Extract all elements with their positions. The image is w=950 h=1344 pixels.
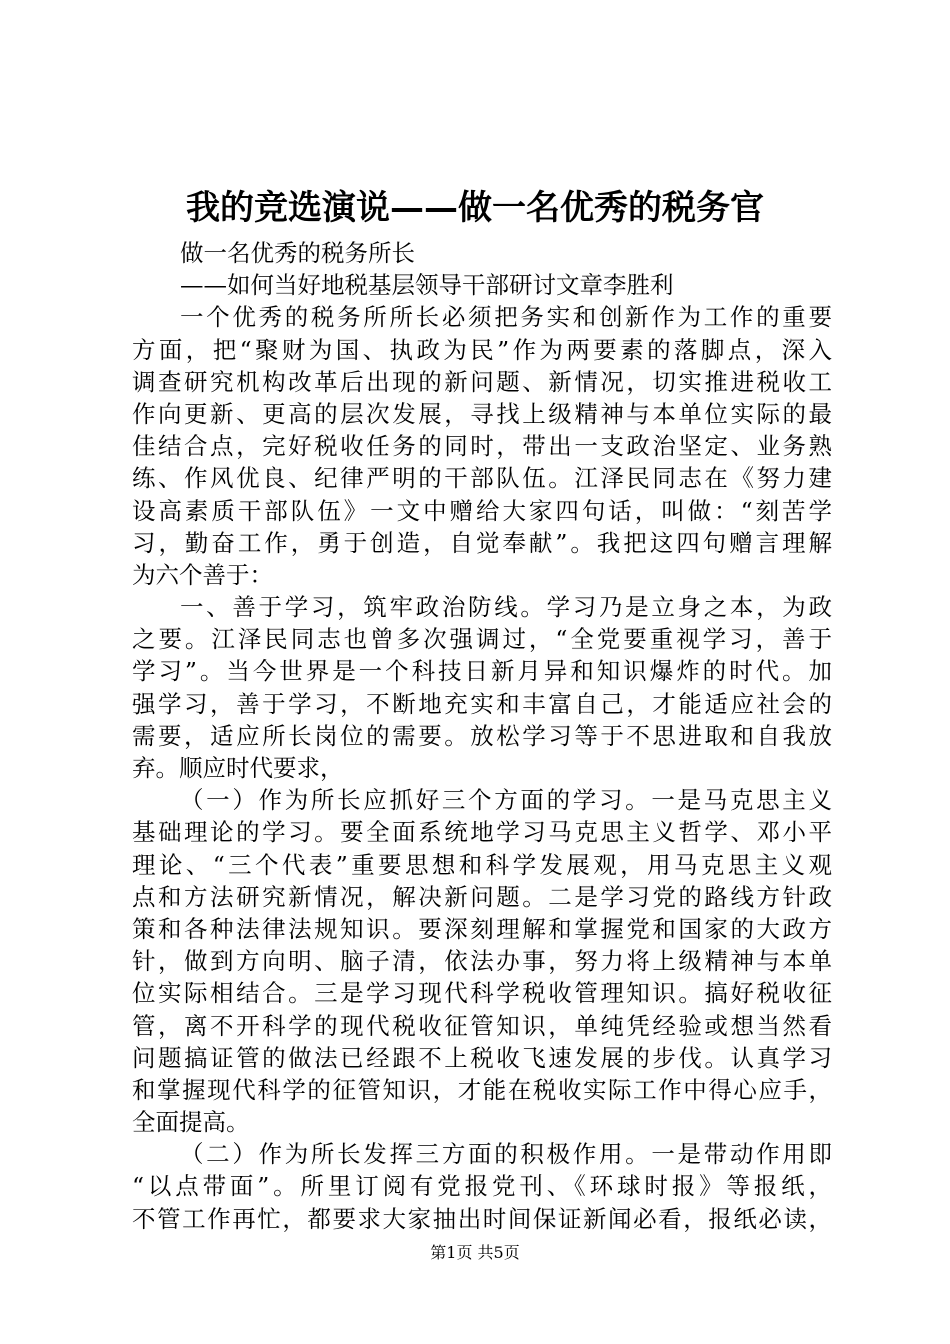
text-line: 和掌握现代科学的征管知识，才能在税收实际工作中得心应手，	[132, 1075, 832, 1104]
text-line: （一）作为所长应抓好三个方面的学习。一是马克思主义	[180, 786, 832, 815]
document-body	[132, 237, 832, 1235]
text-line: 点和方法研究新情况，解决新问题。二是学习党的路线方针政	[132, 882, 832, 911]
text-line: “以点带面”。所里订阅有党报党刊、《环球时报》等报纸，	[132, 1172, 832, 1201]
text-line: 全面提高。	[132, 1108, 250, 1137]
text-line: 设高素质干部队伍》一文中赠给大家四句话，叫做：“刻苦学	[132, 496, 832, 525]
text-line: 强学习，善于学习，不断地充实和丰富自己，才能适应社会的	[132, 689, 832, 718]
text-line: ——如何当好地税基层领导干部研讨文章李胜利	[180, 271, 674, 300]
text-line: 做一名优秀的税务所长	[180, 239, 415, 267]
text-line: 不管工作再忙，都要求大家抽出时间保证新闻必看，报纸必读，	[132, 1204, 832, 1233]
text-line: 需要，适应所长岗位的需要。放松学习等于不思进取和自我放	[132, 721, 832, 750]
text-line: 针，做到方向明、脑子清，依法办事，努力将上级精神与本单	[132, 947, 832, 976]
text-line: 学习”。当今世界是一个科技日新月异和知识爆炸的时代。加	[132, 657, 832, 686]
text-line: 佳结合点，完好税收任务的同时，带出一支政治坚定、业务熟	[132, 432, 832, 461]
text-line: 一个优秀的税务所所长必须把务实和创新作为工作的重要	[180, 303, 832, 332]
text-line: 作向更新、更高的层次发展，寻找上级精神与本单位实际的最	[132, 399, 832, 428]
text-line: 习，勤奋工作，勇于创造，自觉奉献”。我把这四句赠言理解	[132, 528, 832, 557]
text-line: 问题搞证管的做法已经跟不上税收飞速发展的步伐。认真学习	[132, 1043, 832, 1072]
text-line: 练、作风优良、纪律严明的干部队伍。江泽民同志在《努力建	[132, 464, 832, 493]
text-line: 策和各种法律法规知识。要深刻理解和掌握党和国家的大政方	[132, 914, 832, 943]
text-line: 调查研究机构改革后出现的新问题、新情况，切实推进税收工	[132, 367, 832, 396]
document-title: 我的竞选演说——做一名优秀的税务官	[186, 188, 764, 228]
text-line: 管，离不开科学的现代税收征管知识，单纯凭经验或想当然看	[132, 1011, 832, 1040]
text-line: 理论、“三个代表”重要思想和科学发展观，用马克思主义观	[132, 850, 832, 879]
text-line: 方面，把“聚财为国、执政为民”作为两要素的落脚点，深入	[132, 335, 832, 364]
text-line: 为六个善于：	[132, 560, 273, 589]
text-line: （二）作为所长发挥三方面的积极作用。一是带动作用即	[180, 1140, 832, 1169]
text-line: 弃。顺应时代要求，	[132, 754, 344, 782]
text-line: 之要。江泽民同志也曾多次强调过，“全党要重视学习，善于	[132, 625, 832, 654]
text-line: 位实际相结合。三是学习现代科学税收管理知识。搞好税收征	[132, 979, 832, 1008]
text-line: 一、善于学习，筑牢政治防线。学习乃是立身之本，为政	[180, 593, 832, 622]
text-line: 基础理论的学习。要全面系统地学习马克思主义哲学、邓小平	[132, 818, 832, 847]
page-footer: 第1页 共5页	[430, 1243, 520, 1262]
